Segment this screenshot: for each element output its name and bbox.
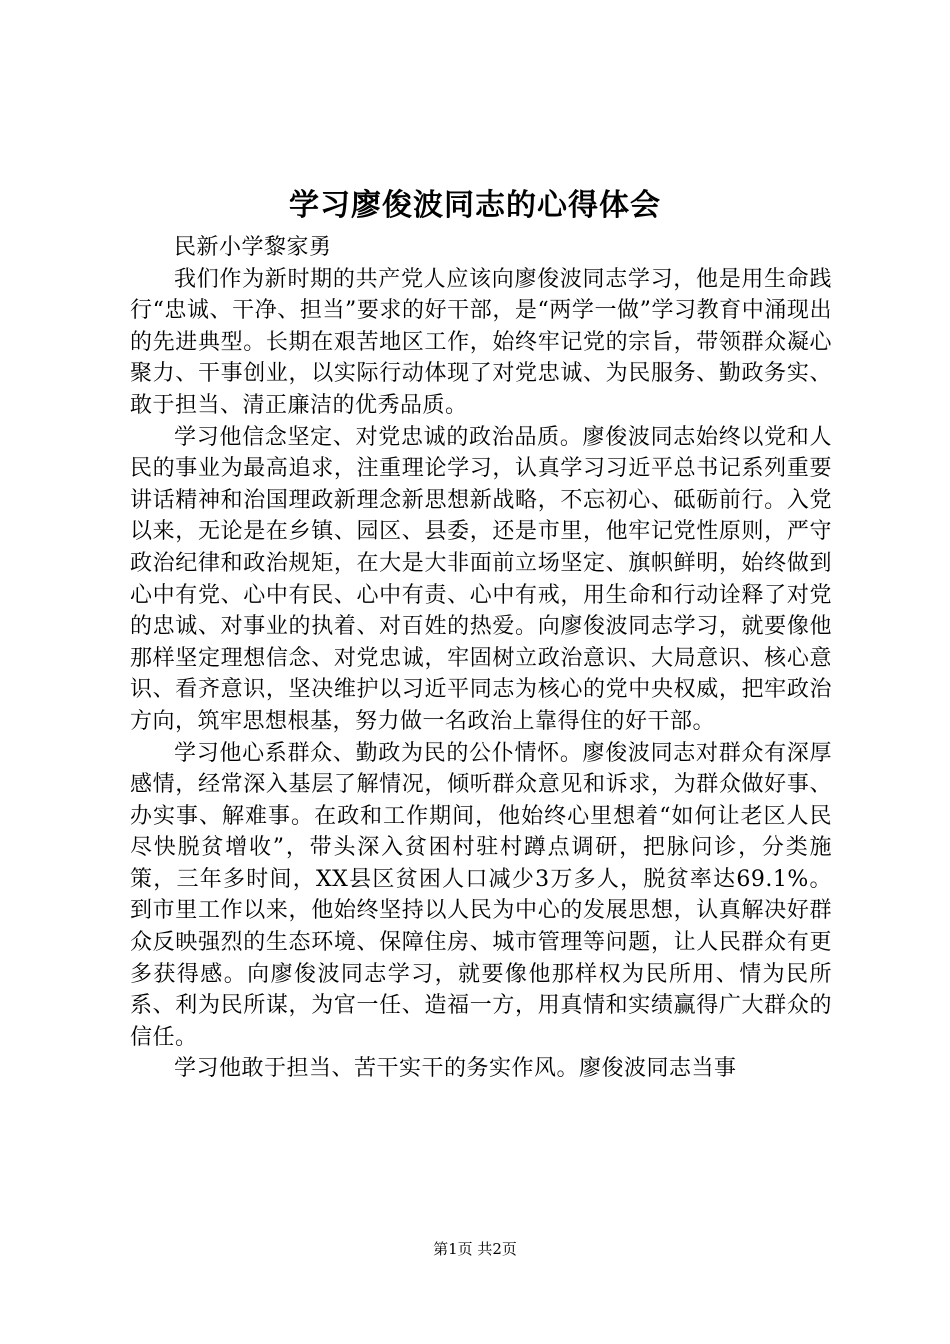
page-number-footer: 第1页 共2页 (433, 1240, 517, 1258)
paragraph-political-quality: 学习他信念坚定、对党忠诚的政治品质。廖俊波同志始终以党和人民的事业为最高追求，注重理论学习，认真学习习近平总书记系列重要讲话精神和治国理政新理念新思想新战略，不忘初心、砥砺前行。入党以来，无论是在乡镇、园区、县委，还是市里，他牢记党性原则，严守政治纪律和政治规矩，在大是大非面前立场坚定、旗帜鲜明，始终做到心中有党、心中有民、心中有责、心中有戒，用生命和行动诠释了对党的忠诚、对事业的执着、对百姓的热爱。向廖俊波同志学习，就要像他那样坚定理想信念、对党忠诚，牢固树立政治意识、大局意识、核心意识、看齐意识，坚决维护以习近平同志为核心的党中央权威，把牢政治方向，筑牢思想根基，努力做一名政治上靠得住的好干部。 (130, 424, 832, 734)
paragraph-pragmatic-style: 学习他敢于担当、苦干实干的务实作风。廖俊波同志当事 (174, 1056, 737, 1082)
paragraph-public-servant: 学习他心系群众、勤政为民的公仆情怀。廖俊波同志对群众有深厚感情，经常深入基层了解情况，倾听群众意见和诉求，为群众做好事、办实事、解难事。在政和工作期间，他始终心里想着“如何让老区人民尽快脱贫增收”，带头深入贫困村驻村蹲点调研，把脉问诊，分类施策，三年多时间，XX县区贫困人口减少3万多人，脱贫率达69.1%。到市里工作以来，他始终坚持以人民为中心的发展思想，认真解决好群众反映强烈的生态环境、保障住房、城市管理等问题，让人民群众有更多获得感。向廖俊波同志学习，就要像他那样权为民所用、情为民所系、利为民所谋，为官一任、造福一方，用真情和实绩赢得广大群众的信任。 (130, 740, 832, 1050)
document-title: 学习廖俊波同志的心得体会 (289, 188, 661, 223)
author-line: 民新小学黎家勇 (174, 235, 332, 260)
document-body (130, 232, 832, 1085)
paragraph-intro: 我们作为新时期的共产党人应该向廖俊波同志学习，他是用生命践行“忠诚、干净、担当”要求的好干部，是“两学一做”学习教育中涌现出的先进典型。长期在艰苦地区工作，始终牢记党的宗旨，带领群众凝心聚力、干事创业，以实际行动体现了对党忠诚、为民服务、勤政务实、敢于担当、清正廉洁的优秀品质。 (130, 266, 832, 418)
